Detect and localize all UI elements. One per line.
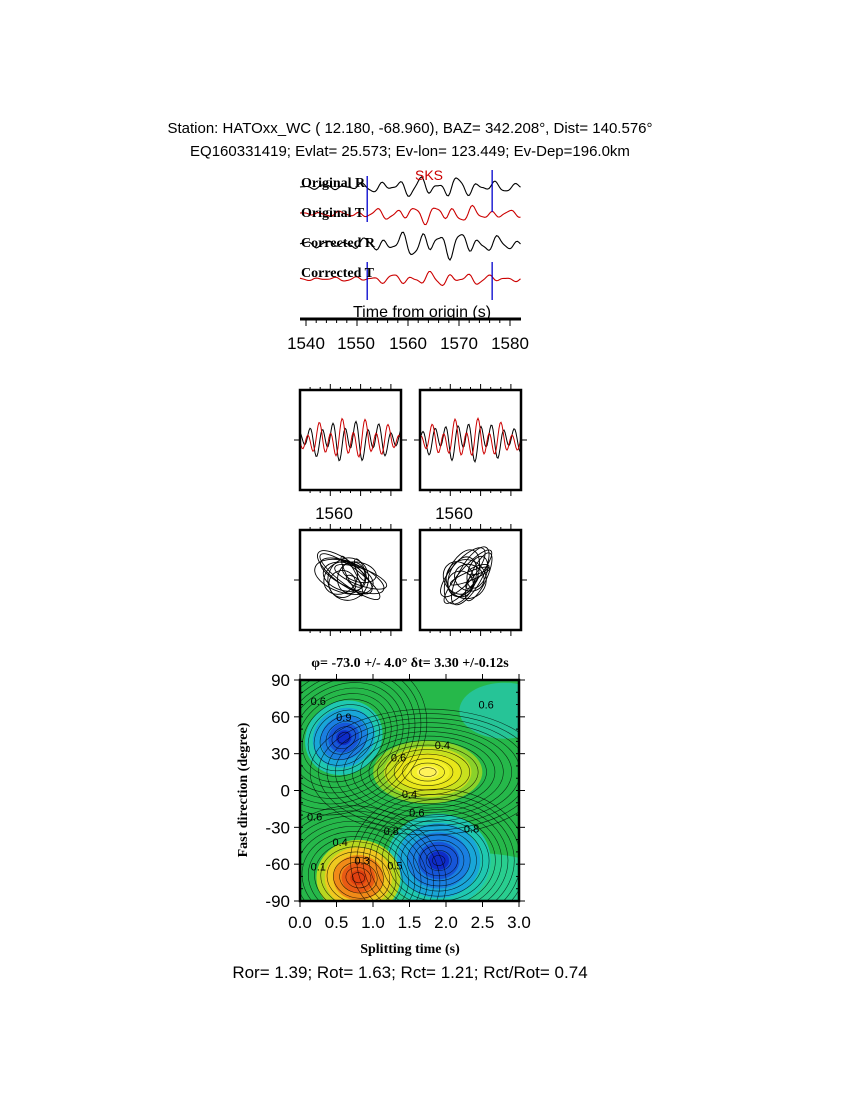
contour-label: 0.8: [463, 823, 480, 836]
y-axis-title: Fast direction (degree): [236, 722, 251, 858]
x-tick-label: 1.5: [397, 913, 422, 932]
contour-label: 0.8: [383, 826, 399, 839]
particle-motion-original-frame: [300, 530, 401, 630]
window-trace-radial: [420, 424, 521, 461]
trace-label-corrected-t: Corrected T: [301, 266, 374, 281]
time-tick-1550: 1550: [337, 334, 375, 353]
trace-label-original-t: Original T: [301, 206, 365, 221]
contour-label: 0.6: [409, 807, 425, 820]
y-tick-label: 0: [280, 781, 290, 801]
contour-label: 0.4: [332, 837, 348, 850]
window-panel-original: [300, 419, 401, 461]
y-tick-label: 30: [271, 744, 290, 764]
x-tick-label: 0.0: [288, 913, 312, 932]
x-tick-label: 0.5: [324, 913, 349, 932]
contour-label: 0.5: [387, 860, 403, 873]
x-tick-label: 2.5: [470, 913, 495, 932]
y-tick-label: -30: [265, 818, 290, 838]
particle-motion-loop: [315, 548, 385, 606]
phase-label-sks: SKS: [415, 167, 444, 183]
time-tick-1570: 1570: [440, 334, 478, 353]
window-panel-original-frame: [300, 390, 401, 490]
contour-label: 0.6: [310, 695, 326, 708]
time-axis-ticks: [306, 319, 510, 326]
trace-label-corrected-r: Corrected R: [301, 236, 375, 251]
chart-title: φ= -73.0 +/- 4.0° δt= 3.30 +/-0.12s: [311, 656, 509, 671]
window-tick-label-left: 1560: [315, 504, 353, 523]
y-tick-label: 90: [271, 671, 290, 690]
window-tick-label-right: 1560: [435, 504, 473, 523]
event-header: EQ160331419; Evlat= 25.573; Ev-lon= 123.449; Ev-Dep=196.0km: [190, 143, 630, 160]
contour-label: 0.9: [336, 711, 352, 724]
contour-label: 0.4: [401, 789, 418, 802]
y-tick-label: -60: [265, 855, 290, 875]
contour-label: 0.1: [310, 861, 326, 874]
particle-motion-loop: [437, 556, 480, 601]
particle-motion-original: [310, 543, 389, 606]
y-tick-label: 60: [271, 707, 290, 727]
footer-ratios: Ror= 1.39; Rot= 1.63; Rct= 1.21; Rct/Rot= 0.74: [232, 963, 588, 982]
x-tick-label: 1.0: [361, 913, 385, 932]
station-header: Station: HATOxx_WC ( 12.180, -68.960), BAZ= 342.208°, Dist= 140.576°: [167, 120, 653, 137]
particle-motion-corrected: [434, 541, 498, 609]
x-axis-title: Splitting time (s): [360, 942, 460, 957]
time-tick-1580: 1580: [491, 334, 529, 353]
trace-label-original-r: Original R: [301, 176, 366, 191]
contour-label: 0.3: [354, 855, 370, 868]
contour-label: 0.6: [478, 699, 494, 712]
window-panel-corrected: [420, 418, 521, 462]
particle-motion-ticks: [294, 524, 527, 636]
time-tick-1540: 1540: [287, 334, 325, 353]
contour-label: 0.4: [434, 740, 450, 753]
contour-label: 0.6: [390, 752, 407, 765]
x-tick-label: 2.0: [434, 913, 458, 932]
contour-label: 0.6: [306, 811, 323, 824]
x-tick-label: 3.0: [507, 913, 531, 932]
y-tick-label: -90: [265, 892, 290, 911]
window-trace-radial: [300, 422, 401, 461]
time-axis-title: Time from origin (s): [353, 304, 492, 321]
time-tick-1560: 1560: [389, 334, 427, 353]
